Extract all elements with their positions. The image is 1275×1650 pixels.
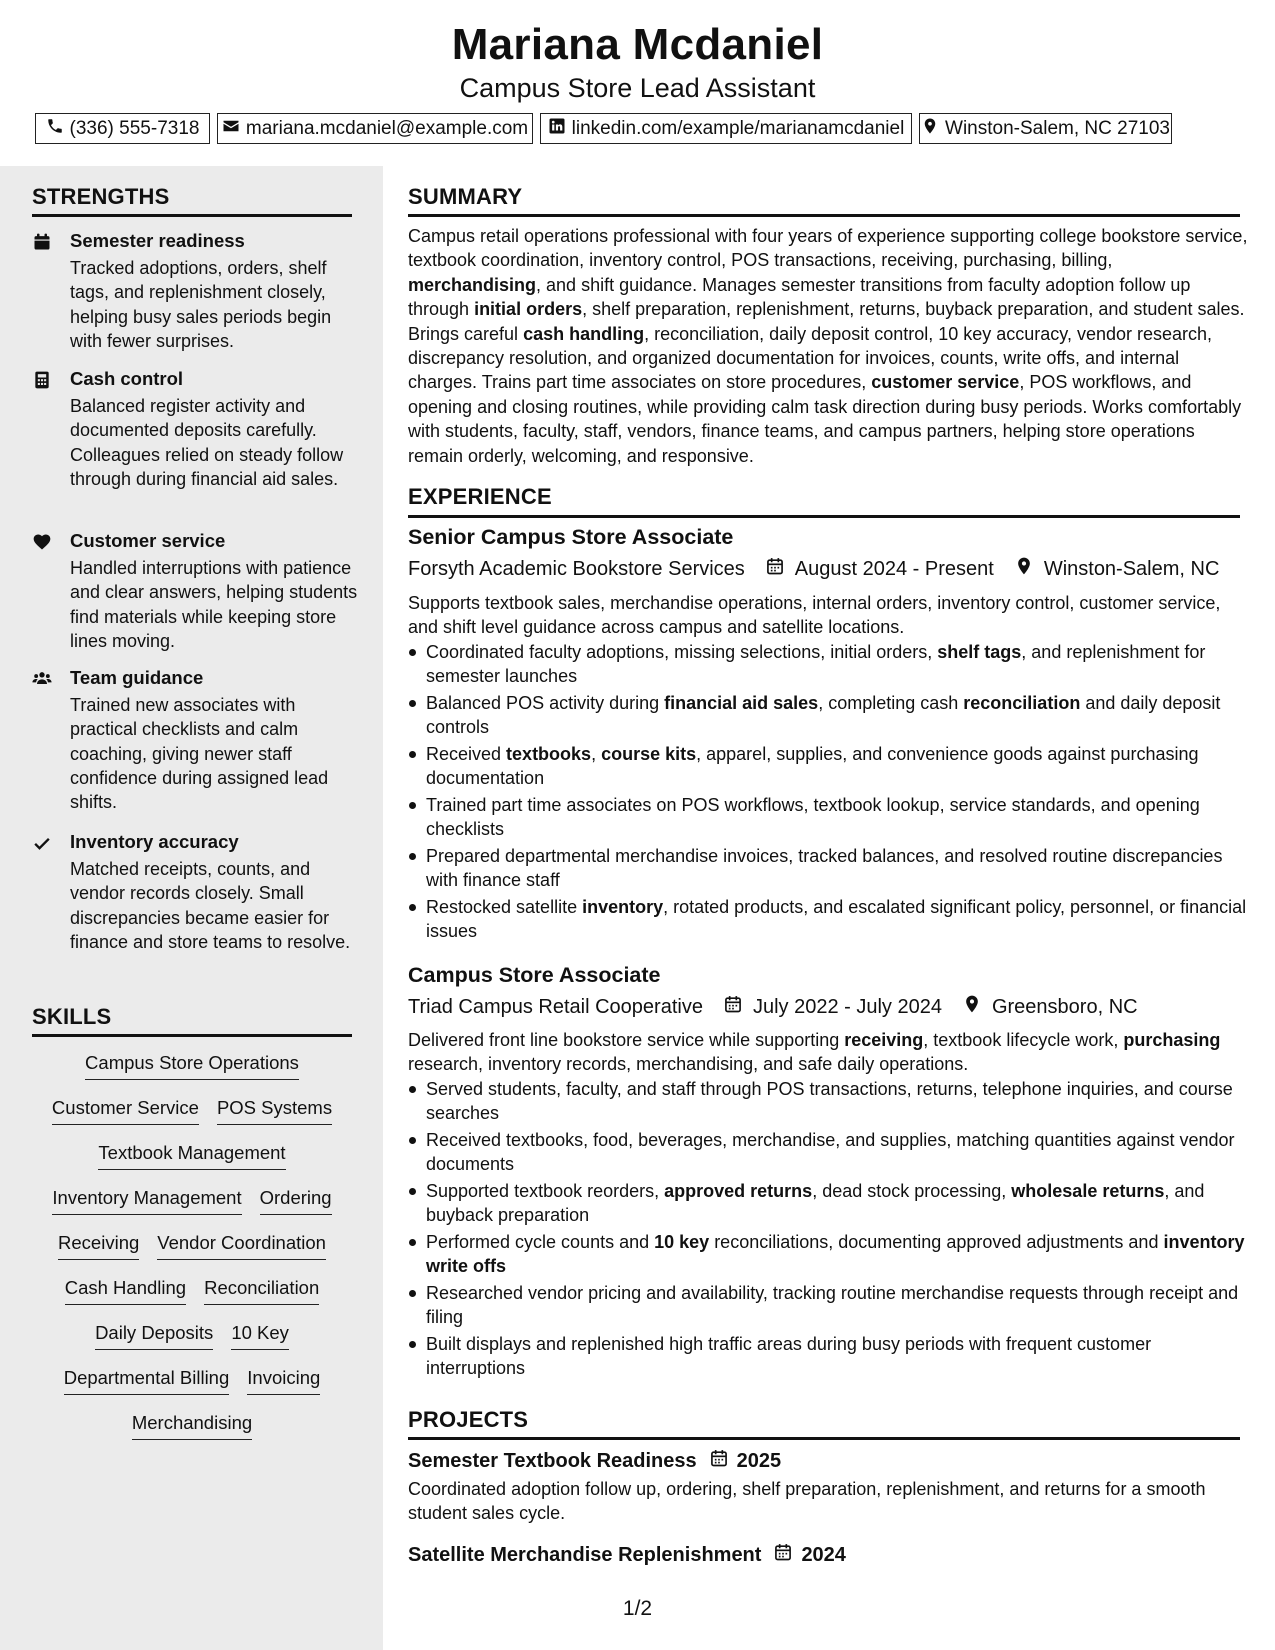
candidate-title: Campus Store Lead Assistant — [459, 73, 816, 103]
job-description — [408, 591, 1248, 640]
text-run: , and buyback preparation — [426, 1181, 1205, 1226]
job-meta — [408, 556, 1219, 582]
phone-icon — [46, 117, 64, 141]
linkedin-icon — [548, 117, 566, 141]
text-run: Served students, faculty, and staff through POS transactions, returns, telephone inquiries, and course searches — [426, 1079, 1233, 1124]
strength-text: Handled interruptions with patience and clear answers, helping students find materials while keeping store lines moving. — [70, 558, 358, 651]
heart-icon — [32, 532, 54, 554]
bold-keyword: initial orders — [474, 299, 583, 320]
contact-phone[interactable] — [35, 113, 210, 144]
job-dates: July 2022 - July 2024 — [752, 995, 942, 1018]
text-run: , apparel, supplies, and convenience goods against purchasing documentation — [426, 744, 1199, 789]
company-name: Triad Campus Retail Cooperative — [408, 995, 703, 1018]
job-description — [408, 1028, 1248, 1077]
text-run: , — [591, 744, 602, 764]
project-year: 2025 — [736, 1449, 782, 1472]
text-run: , completing cash — [818, 693, 964, 713]
skill-tag: Departmental Billing — [64, 1367, 230, 1395]
calendar-icon — [745, 556, 795, 582]
text-run: , dead stock processing, — [812, 1181, 1012, 1201]
resume-header — [0, 0, 1275, 166]
text-run: Researched vendor pricing and availability, tracking routine merchandise requests through receipt and filing — [426, 1283, 1239, 1328]
candidate-name: Mariana Mcdaniel — [451, 20, 824, 69]
bold-keyword: shelf tags — [937, 642, 1022, 662]
contact-location-text: Winston-Salem, NC 27103 — [945, 117, 1170, 139]
contact-linkedin-text: linkedin.com/example/marianamcdaniel — [571, 117, 905, 139]
job-title: Campus Store Associate — [408, 963, 661, 987]
strength-text: Balanced register activity and documented deposits carefully. Colleagues relied on steady follow through during financial aid sales. — [70, 396, 344, 489]
calendar-icon — [697, 1448, 737, 1474]
bullet-item — [408, 1179, 1248, 1228]
skill-tag: 10 Key — [231, 1322, 289, 1350]
skill-tag: Vendor Coordination — [157, 1232, 326, 1260]
bold-keyword: reconciliation — [963, 693, 1081, 713]
bullet-item — [408, 793, 1248, 842]
skill-tag: Campus Store Operations — [85, 1052, 299, 1080]
bold-keyword: wholesale returns — [1011, 1181, 1165, 1201]
strength-title: Inventory accuracy — [70, 831, 239, 852]
bold-keyword: purchasing — [1123, 1030, 1221, 1050]
skills-heading: SKILLS — [32, 1004, 112, 1029]
strength-text: Matched receipts, counts, and vendor records closely. Small discrepancies became easier for finance and store teams to resolve. — [70, 859, 351, 952]
strength-text: Trained new associates with practical checklists and calm coaching, giving newer staff confidence during assigned lead shifts. — [70, 695, 329, 813]
text-run: reconciliations, documenting approved adjustments and — [709, 1232, 1164, 1252]
text-run: Delivered front line bookstore service while supporting — [408, 1030, 845, 1050]
bold-keyword: customer service — [871, 372, 1020, 393]
job-bullets — [408, 640, 1248, 946]
skills-list — [32, 1052, 352, 1457]
bullet-item — [408, 1128, 1248, 1177]
strengths-heading: STRENGTHS — [32, 184, 170, 209]
summary-heading: SUMMARY — [408, 184, 523, 209]
bold-keyword: inventory write offs — [426, 1232, 1245, 1277]
bold-keyword: merchandising — [408, 274, 537, 295]
checkmark-icon — [32, 833, 54, 855]
company-name: Forsyth Academic Bookstore Services — [408, 557, 745, 580]
bullet-item — [408, 640, 1248, 689]
bold-keyword: inventory — [582, 897, 664, 917]
experience-rule — [408, 515, 1240, 518]
strength-title: Customer service — [70, 530, 226, 551]
text-run: , POS workflows, and opening and closing routines, while providing calm task direction during busy periods. Works comfortably with students, faculty, staff, vendors, finance teams, and campus partners, helping store operations remain orderly, welcoming, and responsive. — [408, 372, 1242, 466]
text-run: Coordinated faculty adoptions, missing selections, initial orders, — [426, 642, 938, 662]
bullet-item — [408, 1230, 1248, 1279]
text-run: Balanced POS activity during — [426, 693, 665, 713]
contact-location[interactable] — [919, 113, 1172, 144]
map-pin-icon — [994, 556, 1044, 582]
calculator-icon — [32, 370, 54, 392]
skill-tag: Reconciliation — [204, 1277, 319, 1305]
map-pin-icon — [921, 117, 939, 141]
text-run: Campus retail operations professional with four years of experience supporting college bookstore service, textbook coordination, inventory control, POS transactions, receiving, purchasing, billing, — [408, 226, 1248, 271]
contact-phone-text: (336) 555-7318 — [69, 117, 200, 139]
bullet-item — [408, 1077, 1248, 1126]
skill-tag: Textbook Management — [98, 1142, 285, 1170]
text-run: Trained part time associates on POS workflows, textbook lookup, service standards, and opening checklists — [426, 795, 1200, 840]
text-run: research, inventory records, merchandising, and safe daily operations. — [408, 1054, 969, 1075]
project-title — [408, 1448, 781, 1474]
page-number: 1/2 — [622, 1597, 653, 1620]
text-run: Supports textbook sales, merchandise operations, internal orders, inventory control, customer service, and shift level guidance across campus and satellite locations. — [408, 593, 1221, 638]
bullet-item — [408, 742, 1248, 791]
bold-keyword: course kits — [601, 744, 697, 764]
text-run: Restocked satellite — [426, 897, 583, 917]
projects-rule — [408, 1437, 1240, 1440]
job-dates: August 2024 - Present — [794, 557, 994, 580]
strength-title: Semester readiness — [70, 230, 245, 251]
bullet-item — [408, 1332, 1248, 1381]
contact-linkedin[interactable] — [540, 113, 912, 144]
bold-keyword: 10 key — [654, 1232, 710, 1252]
strength-title: Team guidance — [70, 667, 204, 688]
project-title — [408, 1542, 846, 1568]
bullet-item — [408, 895, 1248, 944]
skill-tag: Inventory Management — [52, 1187, 241, 1215]
calendar-icon — [703, 994, 753, 1020]
text-run: , reconciliation, daily deposit control, 10 key accuracy, vendor research, discrepancy resolution, and organized documentation for invoices, counts, write offs, and internal charges. Trains part time associates on store procedures, — [408, 323, 1213, 393]
job-title: Senior Campus Store Associate — [408, 525, 734, 549]
text-run: Received textbooks, food, beverages, merchandise, and supplies, matching quantities against vendor documents — [426, 1130, 1235, 1175]
projects-heading: PROJECTS — [408, 1407, 529, 1432]
project-name: Semester Textbook Readiness — [408, 1449, 697, 1472]
text-run: Performed cycle counts and — [426, 1232, 655, 1252]
project-name: Satellite Merchandise Replenishment — [408, 1543, 762, 1566]
text-run: Prepared departmental merchandise invoices, tracked balances, and resolved routine discrepancies with finance staff — [426, 846, 1223, 891]
text-run: , rotated products, and escalated significant policy, personnel, or financial issues — [426, 897, 1247, 942]
bullet-item — [408, 691, 1248, 740]
contact-email-text: mariana.mcdaniel@example.com — [245, 117, 529, 139]
skill-tag: Cash Handling — [65, 1277, 186, 1305]
job-location: Winston-Salem, NC — [1043, 557, 1220, 580]
calendar-icon — [761, 1542, 801, 1568]
project-description: Coordinated adoption follow up, ordering, shelf preparation, replenishment, and returns for a smooth student sales cycle. — [408, 1479, 1206, 1524]
text-run: Supported textbook reorders, — [426, 1181, 665, 1201]
text-run: , and replenishment for semester launches — [426, 642, 1206, 687]
project-year: 2024 — [801, 1543, 846, 1566]
text-run: and daily deposit controls — [426, 693, 1221, 738]
text-run: , and shift guidance. Manages semester transitions from faculty adoption follow up through — [408, 274, 1191, 320]
text-run: , textbook lifecycle work, — [923, 1030, 1124, 1050]
experience-heading: EXPERIENCE — [408, 484, 552, 509]
bold-keyword: approved returns — [664, 1181, 813, 1201]
strengths-rule — [32, 214, 352, 217]
strength-title: Cash control — [70, 368, 184, 389]
job-meta — [408, 994, 1138, 1020]
skill-tag: Daily Deposits — [95, 1322, 213, 1350]
skill-tag: Customer Service — [52, 1097, 199, 1125]
contact-email[interactable] — [217, 113, 533, 144]
skill-tag: POS Systems — [217, 1097, 332, 1125]
users-icon — [32, 669, 54, 691]
map-pin-icon — [942, 994, 992, 1020]
text-run: , shelf preparation, replenishment, returns, buyback preparation, and student sales. Brings careful — [408, 299, 1245, 344]
bullet-item — [408, 1281, 1248, 1330]
bullet-item — [408, 844, 1248, 893]
bold-keyword: receiving — [844, 1030, 924, 1050]
calendar-icon — [32, 232, 54, 254]
envelope-icon — [222, 117, 240, 141]
text-run: Received — [426, 744, 507, 764]
strength-text: Tracked adoptions, orders, shelf tags, and replenishment closely, helping busy sales periods begin with fewer surprises. — [70, 258, 332, 351]
skill-tag: Merchandising — [132, 1412, 252, 1440]
text-run: Built displays and replenished high traffic areas during busy periods with frequent customer interruptions — [426, 1334, 1152, 1379]
skill-tag: Ordering — [260, 1187, 332, 1215]
bold-keyword: cash handling — [523, 323, 645, 344]
job-location: Greensboro, NC — [991, 995, 1138, 1018]
job-bullets — [408, 1077, 1248, 1383]
bold-keyword: financial aid sales — [664, 693, 819, 713]
skill-tag: Receiving — [58, 1232, 139, 1260]
summary-text — [408, 224, 1248, 468]
skills-rule — [32, 1034, 352, 1037]
summary-rule — [408, 214, 1240, 217]
skill-tag: Invoicing — [247, 1367, 320, 1395]
bold-keyword: textbooks — [506, 744, 592, 764]
